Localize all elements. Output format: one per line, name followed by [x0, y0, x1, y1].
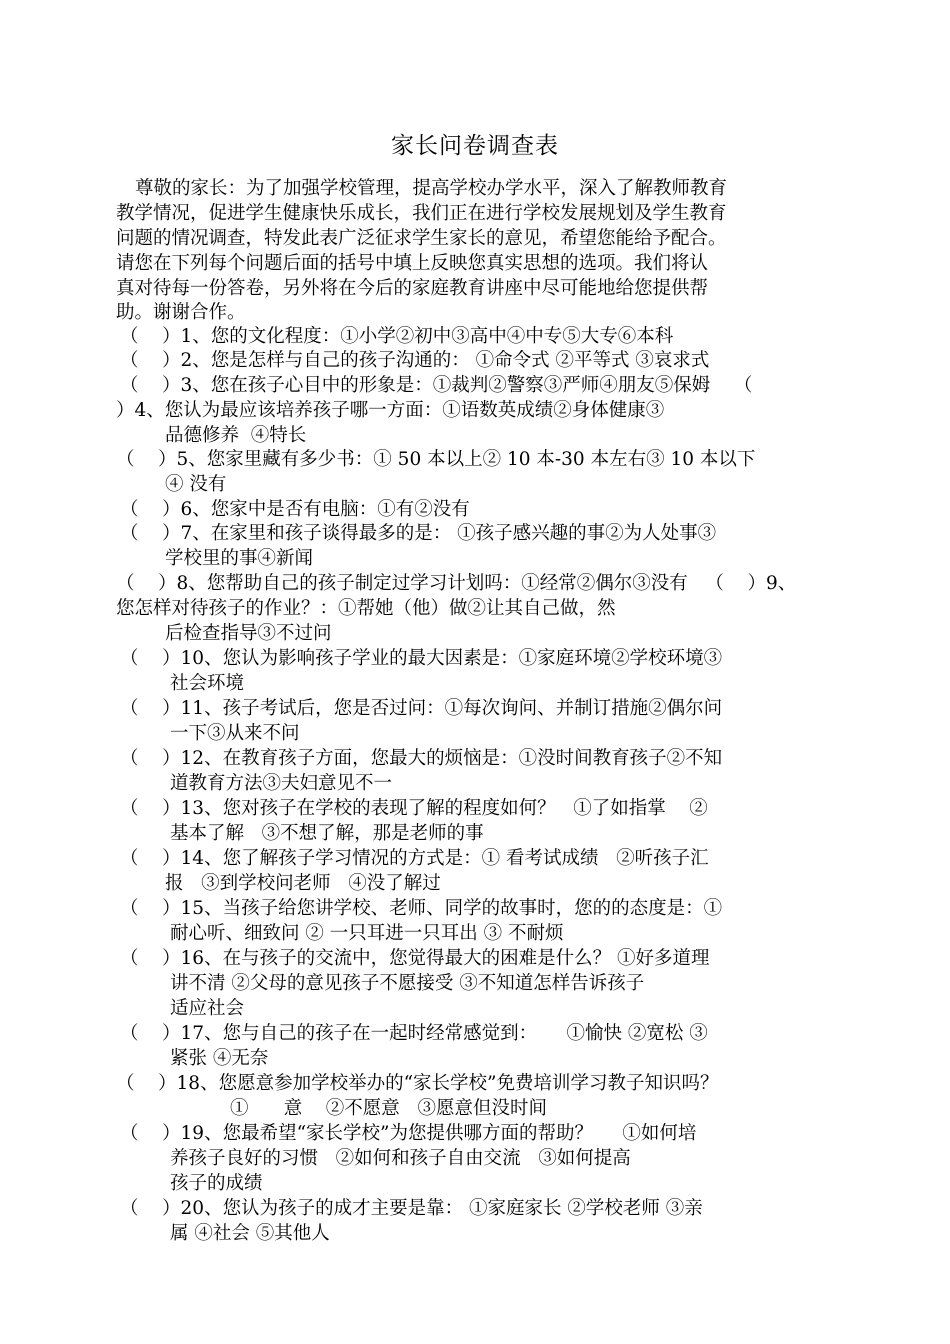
question-continuation: 适应社会	[170, 998, 245, 1019]
question-continuation: 报 ③到学校问老师 ④没了解过	[165, 873, 441, 894]
question-line: （ ）17、您与自己的孩子在一起时经常感觉到： ①愉快 ②宽松 ③	[120, 1023, 708, 1044]
question-continuation: 后检查指导③不过问	[165, 623, 332, 644]
intro-line: 教学情况，促进学生健康快乐成长，我们正在进行学校发展规划及学生教育	[116, 203, 727, 224]
question-continuation: 品德修养 ④特长	[165, 425, 307, 446]
question-continuation: 道教育方法③夫妇意见不一	[170, 773, 393, 794]
intro-line: 问题的情况调查，特发此表广泛征求学生家长的意见，希望您能给予配合。	[116, 228, 727, 249]
question-continuation: 紧张 ④无奈	[170, 1048, 269, 1069]
question-line: （ ）16、在与孩子的交流中，您觉得最大的困难是什么？ ①好多道理	[120, 948, 710, 969]
question-line: （ ）15、当孩子给您讲学校、老师、同学的故事时，您的的态度是：①	[120, 898, 723, 919]
question-line: （ ）20、您认为孩子的成才主要是靠： ①家庭家长 ②学校老师 ③亲	[120, 1198, 703, 1219]
question-line: （ ）1、您的文化程度：①小学②初中③高中④中专⑤大专⑥本科	[120, 326, 674, 347]
question-line: （ ）11、孩子考试后，您是否过问：①每次询问、并制订措施②偶尔问	[120, 698, 723, 719]
intro-line: 真对待每一份答卷，另外将在今后的家庭教育讲座中尽可能地给您提供帮	[116, 278, 709, 299]
question-continuation: ① 意 ②不愿意 ③愿意但没时间	[230, 1098, 547, 1119]
question-line: （ ）2、您是怎样与自己的孩子沟通的： ①命令式 ②平等式 ③哀求式	[120, 350, 710, 371]
question-line: （ ）5、您家里藏有多少书：① 50 本以上② 10 本-30 本左右③ 10 本以下	[116, 449, 756, 470]
question-line: （ ）8、您帮助自己的孩子制定过学习计划吗：①经常②偶尔③没有 （ ）9、	[116, 573, 797, 594]
question-line: （ ）3、您在孩子心目中的形象是：①裁判②警察③严师④朋友⑤保姆 （	[120, 375, 753, 396]
question-line: （ ）12、在教育孩子方面，您最大的烦恼是：①没时间教育孩子②不知	[120, 748, 723, 769]
question-continuation: 属 ④社会 ⑤其他人	[170, 1223, 330, 1244]
question-line: （ ）13、您对孩子在学校的表现了解的程度如何？ ①了如指掌 ②	[120, 798, 708, 819]
question-continuation: 讲不清 ②父母的意见孩子不愿接受 ③不知道怎样告诉孩子	[170, 973, 645, 994]
question-continuation: 基本了解 ③不想了解，那是老师的事	[170, 823, 484, 844]
question-line: （ ）19、您最希望“家长学校”为您提供哪方面的帮助？ ①如何培	[120, 1123, 697, 1144]
question-line: 您怎样对待孩子的作业？：①帮她（他）做②让其自己做，然	[116, 598, 616, 619]
question-continuation: ④ 没有	[165, 474, 227, 495]
question-continuation: 学校里的事④新闻	[165, 548, 314, 569]
intro-line: 请您在下列每个问题后面的括号中填上反映您真实思想的选项。我们将认	[116, 253, 709, 274]
question-line: ）4、您认为最应该培养孩子哪一方面：①语数英成绩②身体健康③	[116, 400, 665, 421]
question-continuation: 一下③从来不问	[170, 723, 300, 744]
intro-line: 尊敬的家长：为了加强学校管理，提高学校办学水平，深入了解教师教育	[135, 178, 728, 199]
page-title: 家长问卷调查表	[391, 133, 559, 159]
question-continuation: 养孩子良好的习惯 ②如何和孩子自由交流 ③如何提高	[170, 1148, 631, 1169]
question-line: （ ）10、您认为影响孩子学业的最大因素是：①家庭环境②学校环境③	[120, 648, 723, 669]
question-line: （ ）18、您愿意参加学校举办的“家长学校”免费培训学习教子知识吗？	[116, 1073, 719, 1094]
question-line: （ ）14、您了解孩子学习情况的方式是：① 看考试成绩 ②听孩子汇	[120, 848, 709, 869]
question-continuation: 孩子的成绩	[170, 1173, 263, 1194]
question-line: （ ）7、在家里和孩子谈得最多的是： ①孩子感兴趣的事②为人处事③	[120, 523, 717, 544]
question-continuation: 耐心听、细致问 ② 一只耳进一只耳出 ③ 不耐烦	[170, 923, 564, 944]
question-continuation: 社会环境	[170, 673, 245, 694]
question-line: （ ）6、您家中是否有电脑：①有②没有	[120, 499, 470, 520]
intro-line: 助。谢谢合作。	[116, 302, 246, 323]
